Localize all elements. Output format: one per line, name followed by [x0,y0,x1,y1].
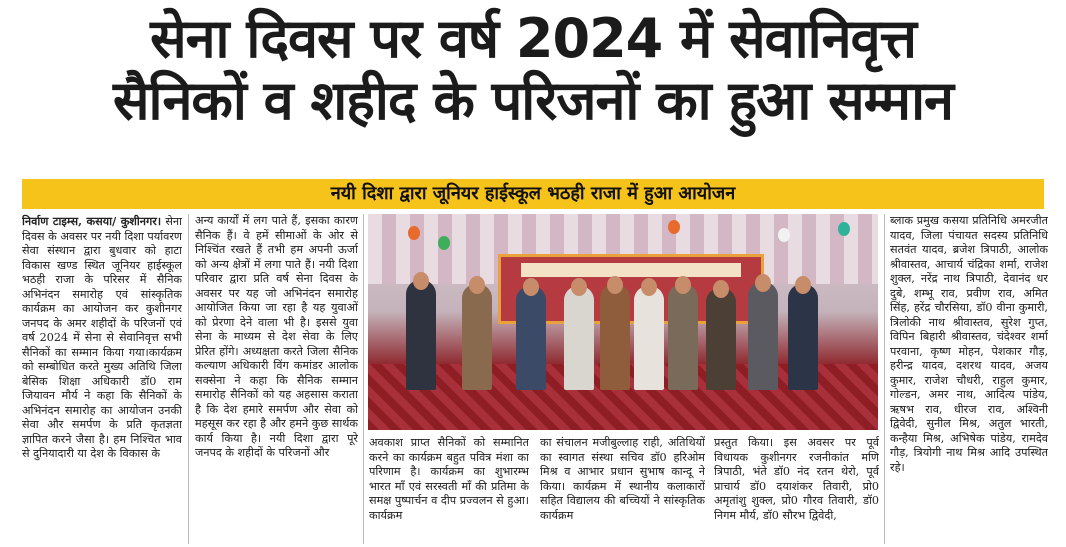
person [706,288,736,390]
banner-text-strip [521,263,741,277]
article-column-2: अन्य कार्यों में लग पाते हैं, इसका कारण सैनिक हैं। वे हमें सीमाओं के ओर से निश्चिंत रखते हैं तभी हम अपनी ऊर्जा को अन्य क्षेत्रों में लगा पाते हैं। नयी दिशा परिवार द्वारा प्रति वर्ष सेना दिवस के अवसर पर यह जो अभिनंदन समारोह आयोजित किया जा रहा है यह युवाओं को प्रेरणा देने वाला भी है। इससे युवा सेना के माध्यम से देश सेवा के लिए प्रेरित होंगे। अध्यक्षता करते जिला सैनिक कल्याण अधिकारी विंग कमांडर आलोक सक्सेना ने कहा कि सैनिक सम्मान समारोह सैनिकों को यह अहसास कराता है कि देश हमारे समर्पण और सेवा को महसूस कर रहा है और हमने कुछ सार्थक कार्य किया है। नयी दिशा द्वारा पूरे जनपद के शहीदों के परिजनों और [195,214,358,459]
subheadline-bar [22,179,1044,209]
person [564,286,594,390]
person-head [713,280,729,298]
article-column-5: प्रस्तुत किया। इस अवसर पर पूर्व विधायक कुशीनगर रजनीकांत मणि त्रिपाठी, भंते डॉ0 नंद रतन थेरो, पूर्व प्राचार्य डॉ0 दयाशंकर तिवारी, प्रो0 अमृतांशु शुक्ल, प्रो0 गौरव तिवारी, डॉ0 निगम मौर्य, डॉ0 सौरभ द्विवेदी, [714,436,879,522]
headline-line-2: सैनिकों व शहीद के परिजनों का हुआ सम्मान [112,69,954,132]
article-column-3: अवकाश प्राप्त सैनिकों को सम्मानित करने का कार्यक्रम बहुत पवित्र मंशा का परिणाम है। कार्यक्रम का शुभारम्भ भारत माँ एवं सरस्वती माँ की प्रतिमा के समक्ष पुष्पार्चन व दीप प्रज्वलन से हुआ। कार्यक्रम [369,436,529,522]
balloon [668,220,680,234]
column-divider [363,214,364,544]
column-divider [884,214,885,544]
article-column-6: ब्लाक प्रमुख कसया प्रतिनिधि अमरजीत यादव, जिला पंचायत सदस्य प्रतिनिधि सतवंत यादव, ब्रजेश त्रिपाठी, आलोक श्रीवास्तव, आचार्य चंद्रिका शर्मा, राजेश शुक्ल, नरेंद्र नाथ त्रिपाठी, देवानंद धर दुबे, शम्भू राव, प्रवीण राव, अमित सिंह, हरेंद्र चौरसिया, डॉ0 वीना कुमारी, त्रिलोकी नाथ श्रीवास्तव, सुरेश गुप्त, विपिन बिहारी श्रीवास्तव, चंदेश्वर शर्मा परवाना, कृष्ण मोहन, पेशकार गौड़, हरीन्द्र यादव, दशरथ यादव, अजय कुमार, राजेश चौधरी, राहुल कुमार, गोल्डन, अमर नाथ, आदित्य पांडेय, ऋषभ राव, धीरज राव, अश्विनी द्विवेदी, सुनील मिश्र, अतुल भारती, कन्हैया मिश्र, अभिषेक पांडेय, रामदेव गौड़, त्रियोगी नाथ मिश्र आदि उपस्थित रहे। [890,214,1048,474]
headline [0,8,1066,132]
person [668,284,698,390]
person-head [675,276,691,294]
person-head [795,276,811,294]
person-head [607,276,623,294]
balloon [838,222,850,236]
event-photo [368,214,878,430]
balloon [438,236,450,250]
subheadline: नयी दिशा द्वारा जूनियर हाईस्कूल भठही राजा में हुआ आयोजन [330,183,736,204]
column-divider [188,214,189,544]
person-head [413,272,429,290]
person-head [523,278,539,296]
person [462,284,492,390]
person-head [571,278,587,296]
balloon [778,228,790,242]
person-head [755,274,771,292]
person [748,282,778,390]
person [406,280,436,390]
dateline: निर्वाण टाइम्स, कसया/ कुशीनगर। [22,214,162,228]
person [516,286,546,390]
column-1-text: सेना दिवस के अवसर पर नयी दिशा पर्यावरण सेवा संस्थान द्वारा बुधवार को हाटा विकास खण्ड स्थित जूनियर हाईस्कूल भठही राजा के परिसर में सैनिक अभिनंदन समारोह एवं सांस्कृतिक कार्यक्रम का आयोजन कर कुशीनगर जनपद के अमर शहीदों के परिजनों एवं वर्ष 2024 में सेना से सेवानिवृत्त सभी सैनिकों का सम्मान किया गया।कार्यक्रम को सम्बोधित करते मुख्य अतिथि जिला बेसिक शिक्षा अधिकारी डॉ0 राम जियावन मौर्य ने कहा कि सैनिकों के अभिनंदन समारोह का आयोजन उनकी सेवा और समर्पण के प्रति कृतज्ञता ज्ञापित करने जैसा है। हम निश्चित भाव से दुनियादारी या देश के विकास के [22,215,182,460]
person [634,286,664,390]
article-column-1 [22,214,182,544]
headline-line-1: सेना दिवस पर वर्ष 2024 में सेवानिवृत्त [150,7,916,70]
article-column-4: का संचालन मजीबुल्लाह राही, अतिथियों का स्वागत संस्था सचिव डॉ0 हरिओम मिश्र व आभार प्रधान सुभाष कान्दू ने किया। कार्यक्रम में स्थानीय कलाकारों सहित विद्यालय की बच्चियों ने सांस्कृतिक कार्यक्रम [540,436,705,522]
person [600,284,630,390]
person [788,284,818,390]
balloon [408,226,420,240]
person-head [641,278,657,296]
person-head [469,276,485,294]
